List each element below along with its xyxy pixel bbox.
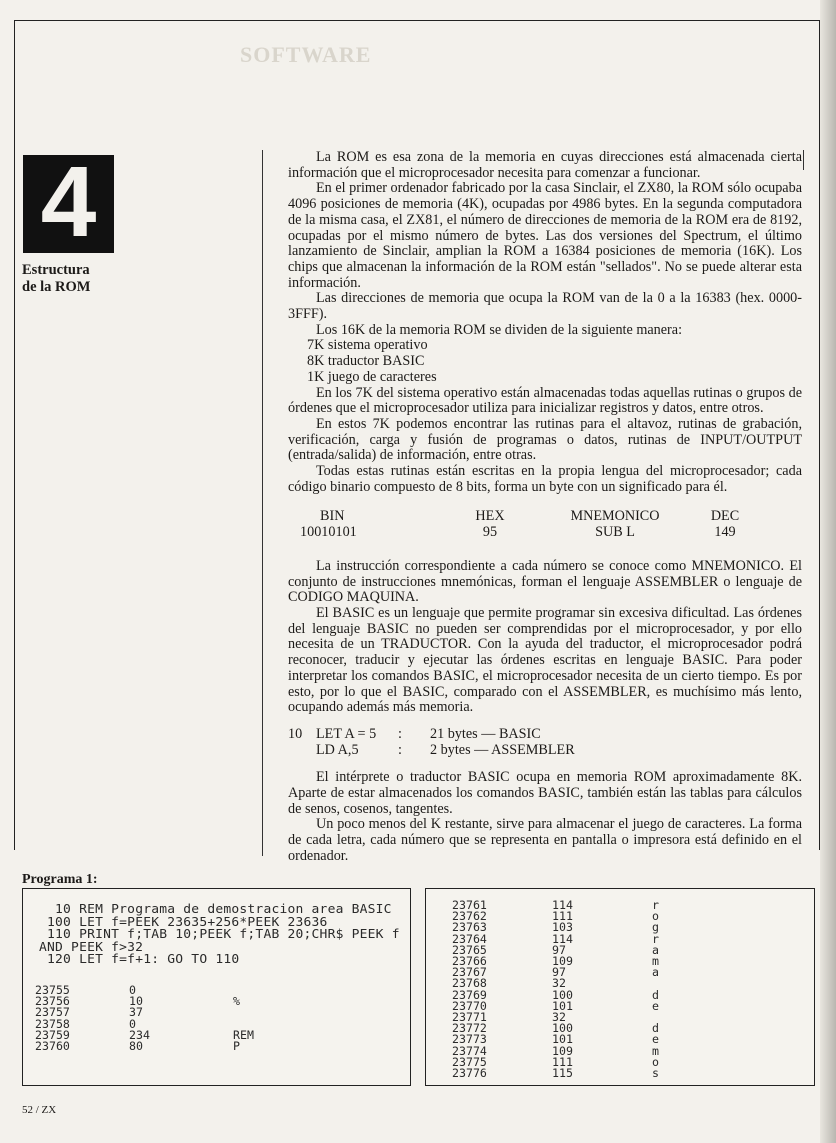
opcode-header: HEX <box>475 508 505 525</box>
paragraph: Todas estas rutinas están escritas en la propia lengua del microprocesador; cada código binario compuesto de 8 bits, forma un byte con un significado para él. <box>288 463 802 495</box>
opcode-col-dec <box>680 509 770 540</box>
paragraph: El BASIC es un lenguaje que permite programar sin excesiva dificultad. Las órdenes del lenguaje BASIC no pueden ser comprendidas por el microprocesador, y por ello necesita de un TRADUCTOR. Con la ayuda del traductor, el microprocesador podrá reconocer, traducir y ejecutar las órdenes escritas en lenguaje BASIC. Para poder interpretar los comandos BASIC, el microprocesador necesita de un cierto tiempo. Es por esto, por lo que el BASIC, comparado con el ASSEMBLER, es muchísimo más lento, ocupando además más memoria. <box>288 604 802 716</box>
memory-row: 23756 10 % <box>35 994 240 1009</box>
memory-row: 23769 100 d <box>452 987 659 1002</box>
rom-split-item: 8K traductor BASIC <box>307 353 425 370</box>
paragraph: En los 7K del sistema operativo están almacenadas todas aquellas rutinas o grupos de órdenes que el microprocesador utiliza para inicializar registros y datos, entre otros. <box>288 384 802 417</box>
memory-row: 23763 103 g <box>452 920 659 935</box>
paragraph: Las direcciones de memoria que ocupa la ROM van de la 0 a la 16383 (hex. 0000-3FFF). <box>288 290 802 323</box>
frame-top-rule <box>14 20 820 21</box>
memory-row: 23757 37 <box>35 1005 143 1020</box>
code-compare-row <box>288 727 802 743</box>
page-edge-shadow <box>820 0 836 1143</box>
line-number: 10 <box>288 725 303 742</box>
memory-row: 23761 114 r <box>452 898 659 912</box>
opcode-header: BIN <box>320 508 345 525</box>
memory-row: 23774 109 m <box>452 1043 659 1058</box>
size-description: 21 bytes — BASIC <box>430 725 541 742</box>
chapter-number-block <box>23 146 114 258</box>
rom-split-item: 7K sistema operativo <box>307 337 428 354</box>
instruction: LD A,5 <box>316 741 359 758</box>
program-label: Programa 1: <box>22 872 98 887</box>
memory-row: 23767 97 a <box>452 965 659 980</box>
memory-row: 23760 80 P <box>35 1039 240 1054</box>
memory-row: 23766 109 m <box>452 954 659 969</box>
separator: : <box>398 725 402 742</box>
instruction: LET A = 5 <box>316 725 377 742</box>
opcode-col-mnemonic <box>550 509 680 540</box>
frame-left-rule <box>14 20 15 850</box>
memory-row: 23768 32 <box>452 976 566 991</box>
line-number <box>288 743 316 759</box>
memory-dump-box <box>425 888 815 1086</box>
paragraph: En el primer ordenador fabricado por la casa Sinclair, el ZX80, la ROM sólo ocupaba 4096 posiciones de memoria (4K), ocupadas por 4986 bytes. En la segunda computadora de la misma casa, el ZX81, el número de direcciones de memoria de la ROM era de 8192, ocupadas por el mismo número de bytes. Las dos versiones del Spectrum, el último lanzamiento de Sinclair, amplian la ROM a 16384 posiciones de memoria (16K). Los chips que almacenan la información de la ROM están "sellados". No se puede alterar esta información. <box>288 180 802 291</box>
rom-split-item: 1K juego de caracteres <box>307 368 437 385</box>
column-divider <box>262 150 263 856</box>
paragraph: En estos 7K podemos encontrar las rutinas para el altavoz, rutinas de grabación, verificación, carga y fusión de programas o datos, rutinas de INPUT/OUTPUT (entrada/salida) de información, entre otras. <box>288 415 802 464</box>
paragraph: Los 16K de la memoria ROM se dividen de la siguiente manera: <box>316 321 683 338</box>
opcode-header: MNEMONICO <box>570 508 660 525</box>
opcode-value: 10010101 <box>300 524 357 541</box>
page-footer: 52 / ZX <box>22 1104 57 1116</box>
paragraph: La ROM es esa zona de la memoria en cuyas direcciones está almacenada cierta información que el microprocesador necesita para comenzar a funcionar. <box>288 149 802 181</box>
separator: : <box>398 741 402 758</box>
frame-right-rule <box>819 20 820 850</box>
memory-row: 23762 111 o <box>452 909 659 924</box>
memory-row: 23771 32 <box>452 1010 566 1025</box>
memory-row: 23776 115 s <box>452 1066 659 1081</box>
memory-row: 23775 111 o <box>452 1054 659 1069</box>
chapter-title-line-2: de la ROM <box>22 279 91 295</box>
opcode-col-bin <box>300 509 430 540</box>
column-right-tick <box>803 150 804 170</box>
memory-dump-right <box>452 900 692 1079</box>
bleed-through-header: SOFTWARE <box>240 42 372 67</box>
memory-row: 23773 101 e <box>452 1032 659 1047</box>
memory-dump-left <box>35 985 273 1052</box>
paragraph: Un poco menos del K restante, sirve para almacenar el juego de caracteres. La forma de cada letra, cada número que se representa en pantalla o impresora está definido en el ordenador. <box>288 816 802 864</box>
chapter-title <box>22 262 142 296</box>
memory-row: 23772 100 d <box>452 1021 659 1036</box>
memory-row: 23758 0 <box>35 1016 136 1031</box>
paragraph: El intérprete o traductor BASIC ocupa en memoria ROM aproximadamente 8K. Aparte de estar almacenados los comandos BASIC, también están las tablas para cálculos de senos, cosenos, tangentes. <box>288 769 802 817</box>
chapter-number: 4 <box>40 146 97 258</box>
memory-row: 23759 234 REM <box>35 1027 254 1042</box>
opcode-value: 95 <box>482 524 498 541</box>
basic-vs-assembler <box>288 727 802 758</box>
opcode-value: SUB L <box>595 524 635 541</box>
opcode-col-hex <box>430 509 550 540</box>
basic-listing: 10 REM Programa de demostracion area BASIC 100 LET f=PEEK 23635+256*PEEK 23636 110 PRINT f;TAB 10;PEEK f;TAB 20;CHR$ PEEK f AND PEEK f>32 120 LET f=f+1: GO TO 110 <box>39 901 400 967</box>
memory-row: 23770 101 e <box>452 998 659 1013</box>
memory-row: 23764 114 r <box>452 931 659 946</box>
size-description: 2 bytes — ASSEMBLER <box>430 741 575 758</box>
paragraph: La instrucción correspondiente a cada número se conoce como MNEMONICO. El conjunto de instrucciones mnemónicas, forman el lenguaje ASSEMBLER o lenguaje de CODIGO MAQUINA. <box>288 557 802 606</box>
chapter-title-line-1: Estructura <box>22 262 90 278</box>
memory-row: 23765 97 a <box>452 942 659 957</box>
article-body <box>288 150 802 865</box>
program-listing-box <box>22 888 411 1086</box>
opcode-table <box>300 509 802 540</box>
code-compare-row <box>288 743 802 759</box>
opcode-header: DEC <box>710 508 740 525</box>
memory-row: 23755 0 <box>35 983 136 997</box>
opcode-value: 149 <box>714 524 736 541</box>
